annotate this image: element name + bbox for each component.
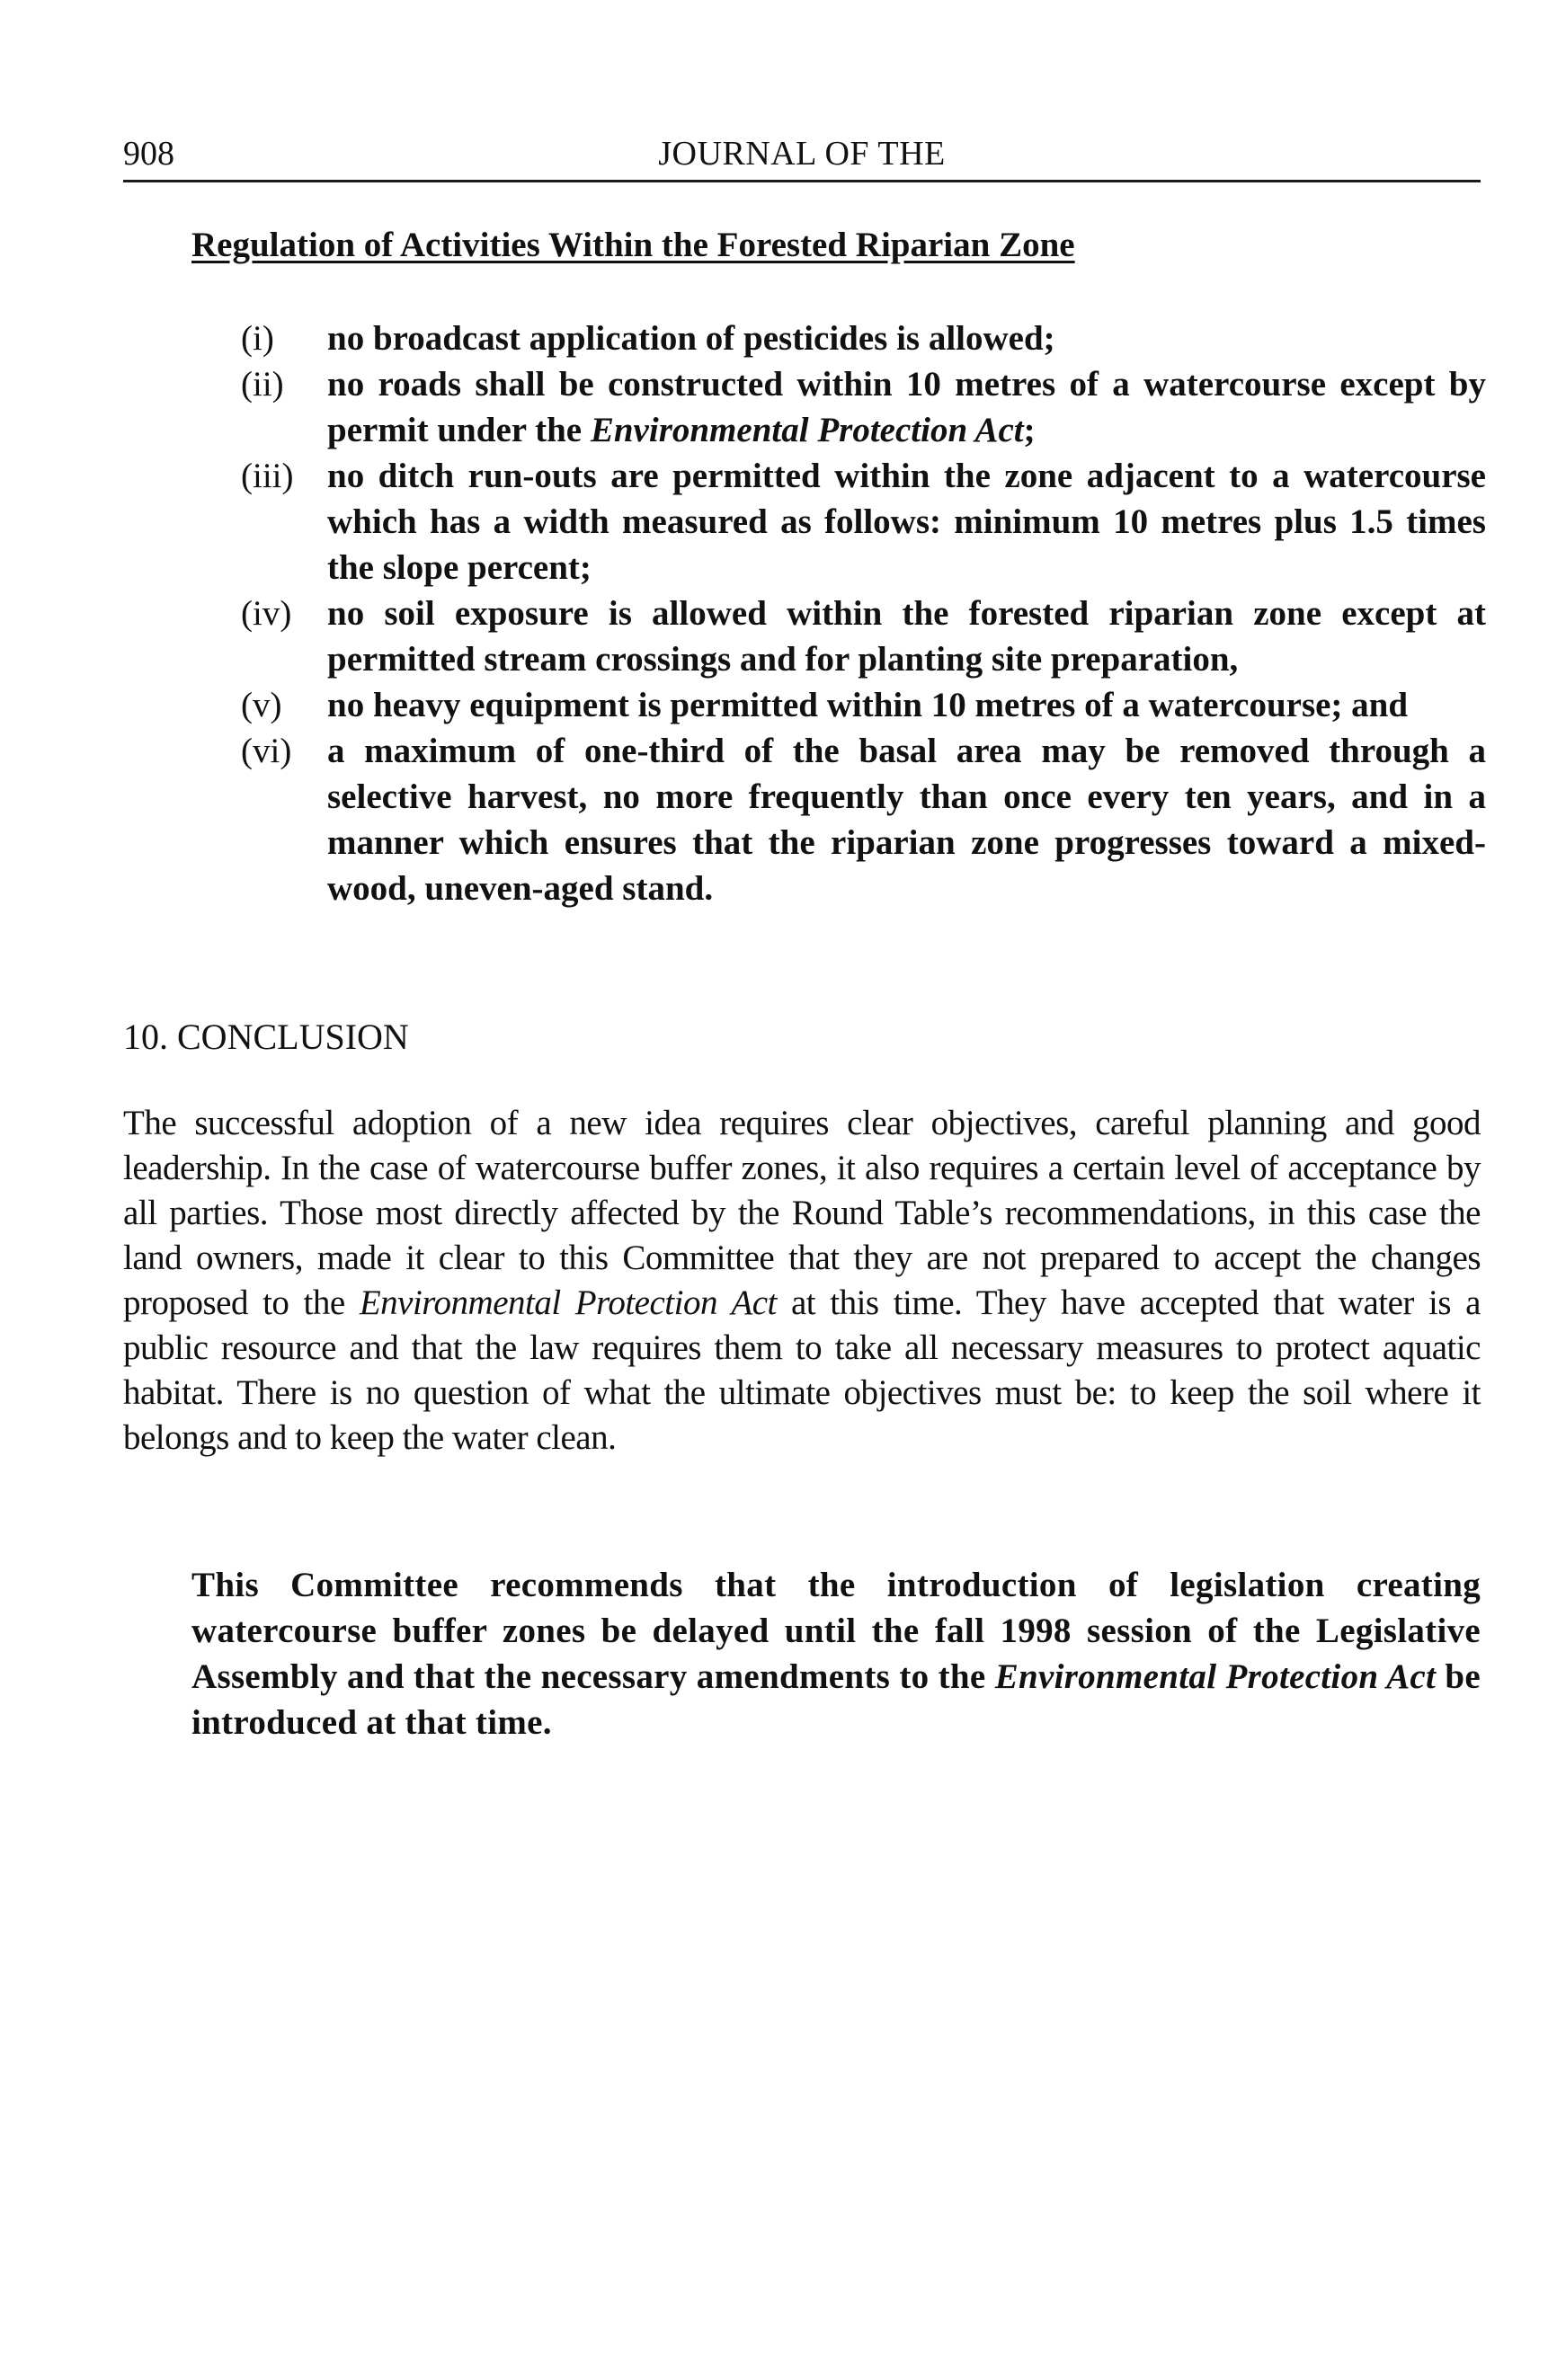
item-number: (iii) — [241, 457, 294, 495]
paragraph-text-end: at this time. They have accepted that water is a public resource and that the law requires them to take all necessary measures to protect aquatic habitat. There is no question of what the ultimate objectives must be: to keep the soil where it belongs and to keep the water clean. — [123, 1283, 1481, 1457]
recommendation-text-end: be introduced at that time. — [191, 1657, 1481, 1742]
item-text: no heavy equipment is permitted within 10 metres of a watercourse; and — [327, 686, 1409, 724]
item-text: a maximum of one-third of the basal area may be removed through a selective harvest, no more frequently than once every ten years, and in a manner which ensures that the riparian zone progresses toward a mixed-wood, uneven-aged stand. — [327, 732, 1486, 908]
recommendation-text-start: This Committee recommends that the introduction of legislation creating watercourse buffer zones be delayed until the fall 1998 session of the Legislative Assembly and that the necessary amendments to the — [191, 1566, 1481, 1696]
regulation-list — [241, 315, 1486, 911]
paragraph-text-start: The successful adoption of a new idea requires clear objectives, careful planning and good leadership. In the case of watercourse buffer zones, it also requires a certain level of acceptance by all parties. Those most directly affected by the Round Table’s recommendations, in this case the land owners, made it clear to this Committee that they are not prepared to accept the changes proposed to the — [123, 1104, 1481, 1322]
item-number: (iv) — [241, 594, 292, 633]
item-number: (ii) — [241, 365, 284, 404]
list-item — [241, 728, 1486, 911]
item-text: no ditch run-outs are permitted within the zone adjacent to a watercourse which has a width measured as follows: minimum 10 metres plus 1.5 times the slope percent; — [327, 457, 1486, 587]
conclusion-paragraph — [123, 1101, 1481, 1461]
section-heading: Regulation of Activities Within the Forested Riparian Zone — [191, 226, 1075, 264]
list-item — [241, 453, 1486, 591]
act-title: Environmental Protection Act — [994, 1657, 1437, 1696]
running-header — [123, 128, 1481, 182]
page-number: 908 — [123, 135, 174, 173]
item-number: (i) — [241, 319, 274, 358]
item-text: no soil exposure is allowed within the forested riparian zone except at permitted stream crossings and for planting site preparation, — [327, 594, 1486, 679]
item-text-end: ; — [1023, 411, 1036, 449]
item-text-start: no roads shall be constructed within 10 metres of a watercourse except by permit under the — [327, 365, 1486, 449]
act-title: Environmental Protection Act — [590, 411, 1024, 449]
committee-recommendation — [191, 1562, 1481, 1745]
conclusion-heading: 10. CONCLUSION — [123, 1017, 409, 1057]
act-title: Environmental Protection Act — [359, 1283, 777, 1322]
item-number: (v) — [241, 686, 282, 724]
list-item — [241, 682, 1486, 728]
list-item — [241, 591, 1486, 682]
item-number: (vi) — [241, 732, 292, 770]
list-item — [241, 315, 1486, 361]
item-text — [327, 361, 1486, 453]
item-text: no broadcast application of pesticides is allowed; — [327, 319, 1055, 358]
list-item — [241, 361, 1486, 453]
journal-title: JOURNAL OF THE — [658, 135, 946, 173]
